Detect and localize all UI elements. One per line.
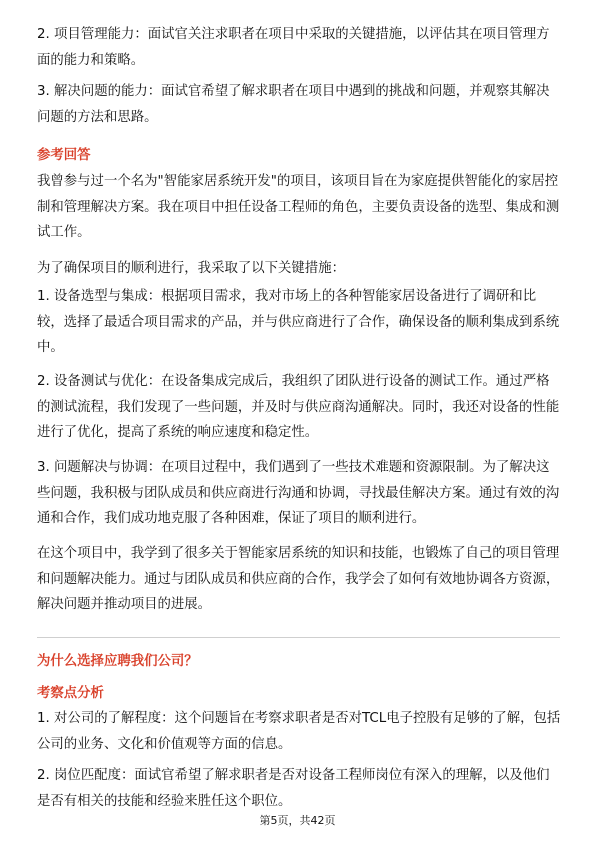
answer-conclusion-paragraph: 在这个项目中，我学到了很多关于智能家居系统的知识和技能，也锻炼了自己的项目管理和问题解决能力。通过与团队成员和供应商的合作，我学会了如何有效地协调各方资源，解决问题并推动项目的进展。 [37,546,560,612]
analysis-heading: 考察点分析 [37,686,104,701]
analysis-point-1: 1. 对公司的了解程度：这个问题旨在考察求职者是否对TCL电子控股有足够的了解，包括公司的业务、文化和价值观等方面的信息。 [37,711,561,752]
analysis-point-2: 2. 岗位匹配度：面试官希望了解求职者是否对设备工程师岗位有深入的理解，以及他们是否有相关的技能和经验来胜任这个职位。 [37,768,550,809]
answer-measures-lead: 为了确保项目的顺利进行，我采取了以下关键措施： [37,261,345,276]
page-number-footer: 第5页，共42页 [259,814,336,827]
answer-measure-1: 1. 设备选型与集成：根据项目需求，我对市场上的各种智能家居设备进行了调研和比较，选择了最适合项目需求的产品，并与供应商进行了合作，确保设备的顺利集成到系统中。 [37,289,560,355]
question-title: 为什么选择应聘我们公司？ [37,654,198,669]
answer-measure-2: 2. 设备测试与优化：在设备集成完成后，我组织了团队进行设备的测试工作。通过严格的测试流程，我们发现了一些问题，并及时与供应商沟通解决。同时，我还对设备的性能进行了优化，提高了系统的响应速度和稳定性。 [37,374,560,440]
answer-intro-paragraph: 我曾参与过一个名为"智能家居系统开发"的项目，该项目旨在为家庭提供智能化的家居控制和管理解决方案。我在项目中担任设备工程师的角色，主要负责设备的选型、集成和测试工作。 [37,174,560,240]
section-divider [37,637,560,638]
problem-solving-point: 3. 解决问题的能力：面试官希望了解求职者在项目中遇到的挑战和问题，并观察其解决问题的方法和思路。 [37,84,550,125]
project-management-point: 2. 项目管理能力：面试官关注求职者在项目中采取的关键措施，以评估其在项目管理方面的能力和策略。 [37,27,550,68]
reference-answer-heading: 参考回答 [37,148,91,163]
answer-measure-3: 3. 问题解决与协调：在项目过程中，我们遇到了一些技术难题和资源限制。为了解决这些问题，我积极与团队成员和供应商进行沟通和协调，寻找最佳解决方案。通过有效的沟通和合作，我们成功地克服了各种困难，保证了项目的顺利进行。 [37,460,560,526]
